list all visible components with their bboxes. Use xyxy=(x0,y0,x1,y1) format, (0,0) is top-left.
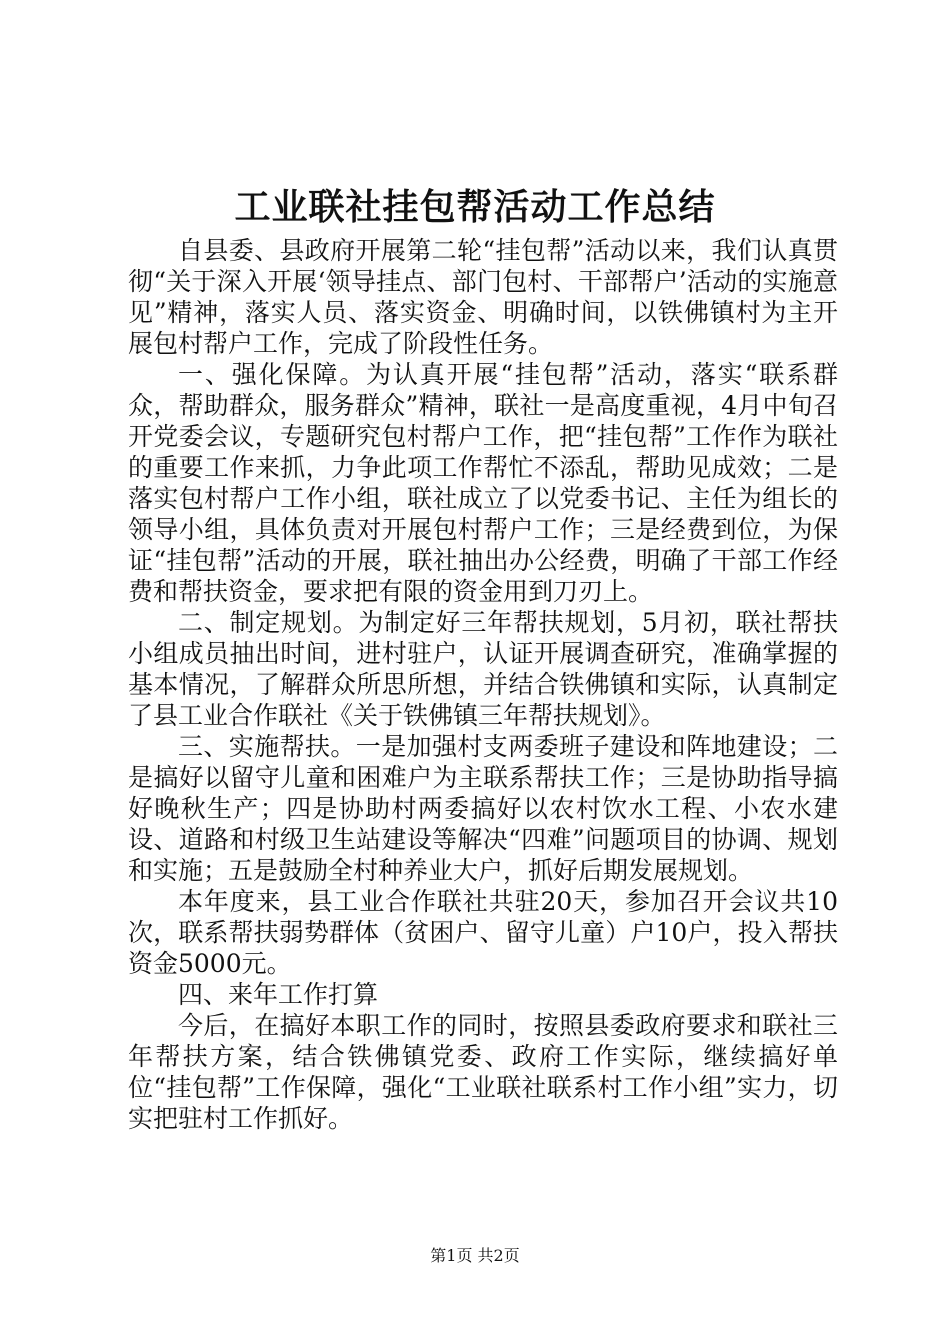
paragraph-section-3: 三、实施帮扶。一是加强村支两委班子建设和阵地建设；二是搞好以留守儿童和困难户为主联系帮扶工作；三是协助指导搞好晚秋生产；四是协助村两委搞好以农村饮水工程、小农水建设、道路和村级卫生站建设等解决“四难”问题项目的协调、规划和实施；五是鼓励全村种养业大户，抓好后期发展规划。 xyxy=(128,732,838,885)
document-body xyxy=(128,235,838,1134)
document-title: 工业联社挂包帮活动工作总结 xyxy=(234,186,716,228)
page-footer: 第1页 共2页 xyxy=(430,1246,520,1265)
paragraph-future-plan: 今后，在搞好本职工作的同时，按照县委政府要求和联社三年帮扶方案，结合铁佛镇党委、政府工作实际，继续搞好单位“挂包帮”工作保障，强化“工业联社联系村工作小组”实力，切实把驻村工作抓好。 xyxy=(128,1011,838,1133)
paragraph-section-4-heading: 四、来年工作打算 xyxy=(178,980,379,1009)
paragraph-section-2: 二、制定规划。为制定好三年帮扶规划，5月初，联社帮扶小组成员抽出时间，进村驻户，认证开展调查研究，准确掌握的基本情况，了解群众所思所想，并结合铁佛镇和实际，认真制定了县工业合作联社《关于铁佛镇三年帮扶规划》。 xyxy=(128,608,838,730)
paragraph-annual-summary: 本年度来，县工业合作联社共驻20天，参加召开会议共10次，联系帮扶弱势群体（贫困户、留守儿童）户10户，投入帮扶资金5000元。 xyxy=(128,887,838,978)
paragraph-section-1: 一、强化保障。为认真开展“挂包帮”活动，落实“联系群众，帮助群众，服务群众”精神，联社一是高度重视，4月中旬召开党委会议，专题研究包村帮户工作，把“挂包帮”工作作为联社的重要工作来抓，力争此项工作帮忙不添乱，帮助见成效；二是落实包村帮户工作小组，联社成立了以党委书记、主任为组长的领导小组，具体负责对开展包村帮户工作；三是经费到位，为保证“挂包帮”活动的开展，联社抽出办公经费，明确了干部工作经费和帮扶资金，要求把有限的资金用到刀刃上。 xyxy=(128,360,838,606)
paragraph-intro: 自县委、县政府开展第二轮“挂包帮”活动以来，我们认真贯彻“关于深入开展‘领导挂点、部门包村、干部帮户’活动的实施意见”精神，落实人员、落实资金、明确时间，以铁佛镇村为主开展包村帮户工作，完成了阶段性任务。 xyxy=(128,236,838,358)
